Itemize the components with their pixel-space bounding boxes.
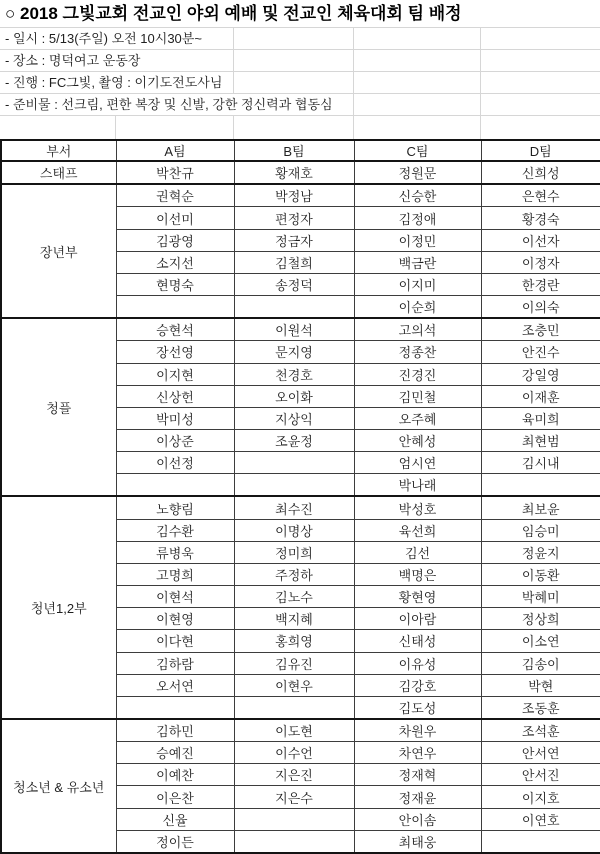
member-cell: 고의석 (354, 318, 481, 341)
member-cell: 김민철 (354, 385, 481, 407)
info-line-supplies (0, 94, 600, 116)
section-label-cell: 청년1,2부 (1, 496, 116, 719)
member-cell: 이상준 (116, 429, 234, 451)
table-row (1, 184, 600, 207)
member-cell: 은현수 (481, 184, 600, 207)
member-cell: 이유성 (354, 652, 481, 674)
member-cell: 육선희 (354, 519, 481, 541)
member-cell: 박미성 (116, 407, 234, 429)
member-cell: 이소연 (481, 630, 600, 652)
info-line-host-text: - 진행 : FC그빛, 촬영 : 이기도전도사님 (0, 72, 226, 93)
member-cell: 엄시연 (354, 452, 481, 474)
member-cell: 이순희 (354, 296, 481, 319)
info-line-datetime (0, 28, 600, 50)
member-cell: 오주혜 (354, 407, 481, 429)
member-cell: 조윤정 (234, 429, 354, 451)
page-title: ○ 2018 그빛교회 전교인 야외 예배 및 전교인 체육대회 팀 배정 (0, 0, 600, 28)
member-cell: 신희성 (481, 161, 600, 184)
member-cell: 이선미 (116, 207, 234, 229)
member-cell: 김수환 (116, 519, 234, 541)
member-cell: 고명희 (116, 563, 234, 585)
member-cell: 주정하 (234, 563, 354, 585)
info-line-host (0, 72, 600, 94)
column-header-team-c: C팀 (354, 140, 481, 161)
member-cell: 김정애 (354, 207, 481, 229)
member-cell: 이지미 (354, 273, 481, 295)
empty-cell (234, 452, 354, 474)
member-cell: 김시내 (481, 452, 600, 474)
member-cell: 신태성 (354, 630, 481, 652)
member-cell: 김선 (354, 541, 481, 563)
member-cell: 지은수 (234, 786, 354, 808)
member-cell: 이선자 (481, 229, 600, 251)
member-cell: 안서진 (481, 764, 600, 786)
member-cell: 소지선 (116, 251, 234, 273)
member-cell: 홍희영 (234, 630, 354, 652)
header-row (1, 140, 600, 161)
empty-cell (234, 296, 354, 319)
member-cell: 백지혜 (234, 608, 354, 630)
member-cell: 이지호 (481, 786, 600, 808)
member-cell: 천경호 (234, 363, 354, 385)
empty-cell (234, 696, 354, 719)
section-label-cell: 장년부 (1, 184, 116, 318)
column-header-team-d: D팀 (481, 140, 600, 161)
member-cell: 이수언 (234, 742, 354, 764)
team-section (1, 184, 600, 318)
member-cell: 류병욱 (116, 541, 234, 563)
info-line-place (0, 50, 600, 72)
member-cell: 정상희 (481, 608, 600, 630)
member-cell: 김노수 (234, 586, 354, 608)
member-cell: 이도현 (234, 719, 354, 742)
info-line-datetime-text: - 일시 : 5/13(주일) 오전 10시30분~ (0, 28, 206, 49)
member-cell: 승예진 (116, 742, 234, 764)
member-cell: 이현영 (116, 608, 234, 630)
member-cell: 최현범 (481, 429, 600, 451)
team-section (1, 496, 600, 719)
member-cell: 박정남 (234, 184, 354, 207)
member-cell: 안혜성 (354, 429, 481, 451)
member-cell: 이현우 (234, 674, 354, 696)
column-header-dept: 부서 (1, 140, 116, 161)
team-table-head (1, 140, 600, 161)
member-cell: 정종찬 (354, 341, 481, 363)
table-row (1, 496, 600, 519)
member-cell: 현명숙 (116, 273, 234, 295)
document-header (0, 0, 600, 139)
spacer-row (0, 116, 600, 139)
empty-cell (234, 830, 354, 853)
empty-cell (116, 696, 234, 719)
member-cell: 지은진 (234, 764, 354, 786)
member-cell: 이아람 (354, 608, 481, 630)
member-cell: 최보윤 (481, 496, 600, 519)
section-label-cell: 청플 (1, 318, 116, 496)
member-cell: 장선영 (116, 341, 234, 363)
member-cell: 김하민 (116, 719, 234, 742)
member-cell: 이의숙 (481, 296, 600, 319)
member-cell: 박찬규 (116, 161, 234, 184)
team-table (0, 139, 600, 854)
member-cell: 조충민 (481, 318, 600, 341)
member-cell: 이은찬 (116, 786, 234, 808)
info-line-place-text: - 장소 : 명덕여고 운동장 (0, 50, 144, 71)
section-label-cell: 스태프 (1, 161, 116, 184)
empty-cell (234, 474, 354, 497)
member-cell: 김유진 (234, 652, 354, 674)
empty-cell (481, 830, 600, 853)
member-cell: 임승미 (481, 519, 600, 541)
member-cell: 정재혁 (354, 764, 481, 786)
member-cell: 최수진 (234, 496, 354, 519)
member-cell: 이명상 (234, 519, 354, 541)
member-cell: 이지현 (116, 363, 234, 385)
member-cell: 문지영 (234, 341, 354, 363)
member-cell: 최태웅 (354, 830, 481, 853)
member-cell: 이원석 (234, 318, 354, 341)
table-row (1, 719, 600, 742)
member-cell: 정이든 (116, 830, 234, 853)
member-cell: 권혁순 (116, 184, 234, 207)
empty-cell (234, 808, 354, 830)
member-cell: 승현석 (116, 318, 234, 341)
member-cell: 신상헌 (116, 385, 234, 407)
member-cell: 정금자 (234, 229, 354, 251)
member-cell: 조동훈 (481, 696, 600, 719)
member-cell: 이정민 (354, 229, 481, 251)
info-line-supplies-text: - 준비물 : 선크림, 편한 복장 및 신발, 강한 정신력과 협동심 (0, 94, 337, 115)
team-section (1, 318, 600, 496)
member-cell: 안이솜 (354, 808, 481, 830)
member-cell: 정윤지 (481, 541, 600, 563)
member-cell: 오서연 (116, 674, 234, 696)
member-cell: 황재호 (234, 161, 354, 184)
member-cell: 송정덕 (234, 273, 354, 295)
member-cell: 정원문 (354, 161, 481, 184)
member-cell: 오이화 (234, 385, 354, 407)
member-cell: 지상익 (234, 407, 354, 429)
member-cell: 노향림 (116, 496, 234, 519)
table-row (1, 318, 600, 341)
member-cell: 백명은 (354, 563, 481, 585)
member-cell: 이현석 (116, 586, 234, 608)
table-row (1, 161, 600, 184)
empty-cell (116, 296, 234, 319)
member-cell: 안서연 (481, 742, 600, 764)
member-cell: 이다현 (116, 630, 234, 652)
member-cell: 김하람 (116, 652, 234, 674)
member-cell: 조석훈 (481, 719, 600, 742)
member-cell: 이재훈 (481, 385, 600, 407)
member-cell: 박혜미 (481, 586, 600, 608)
member-cell: 이선정 (116, 452, 234, 474)
empty-cell (481, 474, 600, 497)
member-cell: 김광영 (116, 229, 234, 251)
column-header-team-b: B팀 (234, 140, 354, 161)
member-cell: 강일영 (481, 363, 600, 385)
member-cell: 박성호 (354, 496, 481, 519)
member-cell: 편정자 (234, 207, 354, 229)
section-label-cell: 청소년 & 유소년 (1, 719, 116, 853)
team-section (1, 719, 600, 853)
member-cell: 육미희 (481, 407, 600, 429)
team-section (1, 161, 600, 184)
member-cell: 김강호 (354, 674, 481, 696)
member-cell: 박나래 (354, 474, 481, 497)
member-cell: 박현 (481, 674, 600, 696)
member-cell: 황현영 (354, 586, 481, 608)
member-cell: 김송이 (481, 652, 600, 674)
empty-cell (116, 474, 234, 497)
member-cell: 안진수 (481, 341, 600, 363)
member-cell: 이정자 (481, 251, 600, 273)
member-cell: 한경란 (481, 273, 600, 295)
member-cell: 진경진 (354, 363, 481, 385)
member-cell: 이동환 (481, 563, 600, 585)
member-cell: 차연우 (354, 742, 481, 764)
member-cell: 차원우 (354, 719, 481, 742)
member-cell: 신율 (116, 808, 234, 830)
member-cell: 김철희 (234, 251, 354, 273)
member-cell: 이연호 (481, 808, 600, 830)
member-cell: 정재윤 (354, 786, 481, 808)
member-cell: 황경숙 (481, 207, 600, 229)
member-cell: 정미희 (234, 541, 354, 563)
member-cell: 이예찬 (116, 764, 234, 786)
column-header-team-a: A팀 (116, 140, 234, 161)
member-cell: 백금란 (354, 251, 481, 273)
member-cell: 신승한 (354, 184, 481, 207)
member-cell: 김도성 (354, 696, 481, 719)
